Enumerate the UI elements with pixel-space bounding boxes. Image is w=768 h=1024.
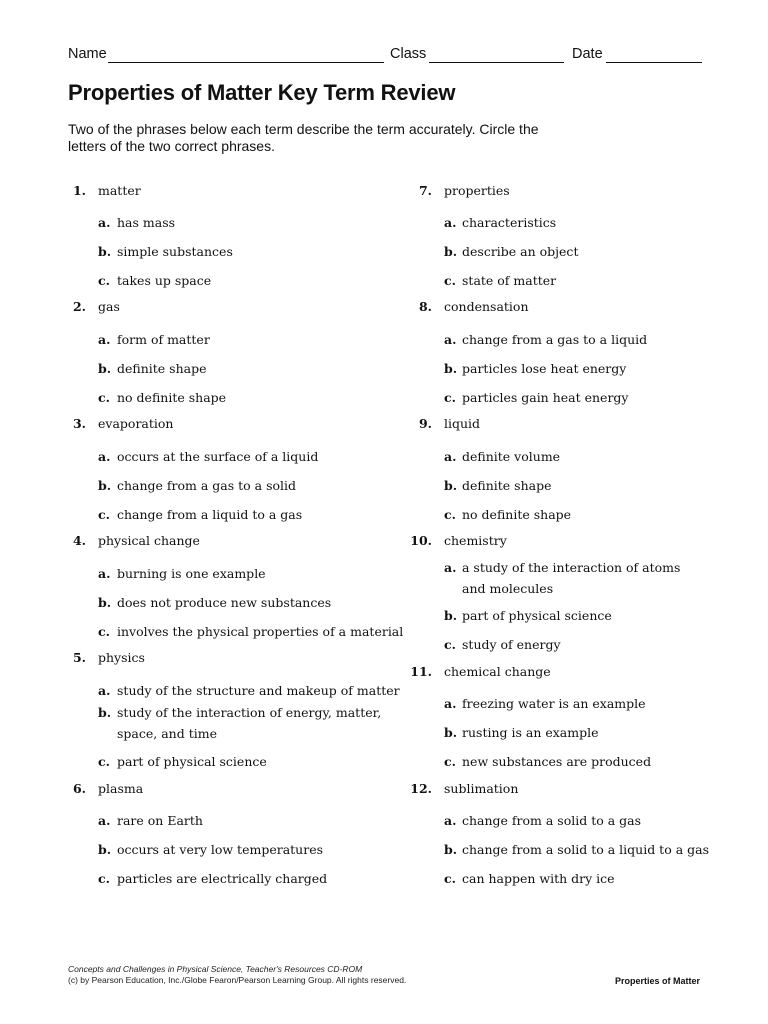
option-letter[interactable]: b. [444, 608, 458, 623]
option-text: no definite shape [462, 507, 572, 522]
term-word: gas [98, 299, 120, 314]
instructions: Two of the phrases below each term describe the term accurately. Circle the letters of the two correct phrases. [68, 121, 539, 154]
term-word: properties [444, 183, 510, 198]
footer-page-label: Properties of Matter [614, 976, 700, 986]
option-text: rusting is an example [462, 725, 599, 740]
option-letter[interactable]: a. [444, 696, 457, 711]
option-text: part of physical science [117, 754, 267, 769]
option-letter[interactable]: c. [98, 273, 110, 288]
option-text: change from a liquid to a gas [117, 507, 303, 522]
option-text: can happen with dry ice [462, 871, 615, 886]
name-label: Name [68, 46, 107, 62]
option-text: burning is one example [117, 566, 266, 581]
option-text: definite shape [462, 478, 552, 493]
option-letter[interactable]: b. [98, 361, 112, 376]
term-word: physics [98, 650, 145, 665]
name-blank[interactable] [108, 62, 384, 63]
option-text: form of matter [117, 332, 210, 347]
option-text: state of matter [462, 273, 557, 288]
footer-source [68, 964, 406, 986]
header-line [68, 44, 702, 66]
option-letter[interactable]: a. [98, 449, 111, 464]
option-letter[interactable]: b. [98, 705, 112, 720]
option-text: study of the structure and makeup of matter [117, 683, 400, 698]
option-text: rare on Earth [117, 813, 203, 828]
term-number: 6. [72, 781, 86, 796]
term-word: matter [98, 183, 141, 198]
option-letter[interactable]: a. [444, 813, 457, 828]
option-text: characteristics [462, 215, 557, 230]
option-letter[interactable]: a. [444, 560, 457, 575]
option-letter[interactable]: c. [444, 273, 456, 288]
term-word: condensation [444, 299, 529, 314]
term-number: 8. [418, 299, 432, 314]
term-number: 4. [72, 533, 86, 548]
term-word: physical change [98, 533, 200, 548]
term-number: 2. [72, 299, 86, 314]
option-text: particles lose heat energy [462, 361, 627, 376]
term-number: 7. [418, 183, 432, 198]
option-letter[interactable]: a. [98, 683, 111, 698]
option-letter[interactable]: b. [444, 478, 458, 493]
option-text: particles are electrically charged [117, 871, 328, 886]
class-label: Class [390, 46, 427, 62]
option-text: has mass [117, 215, 176, 230]
term-number: 9. [418, 416, 432, 431]
option-text: simple substances [117, 244, 233, 259]
option-text: study of energy [462, 637, 561, 652]
option-text: freezing water is an example [462, 696, 646, 711]
option-letter[interactable]: b. [444, 842, 458, 857]
page-title: Properties of Matter Key Term Review [68, 80, 456, 105]
option-letter[interactable]: a. [444, 332, 457, 347]
option-text: takes up space [117, 273, 212, 288]
option-letter[interactable]: c. [98, 624, 110, 639]
option-text: occurs at the surface of a liquid [117, 449, 319, 464]
option-letter[interactable]: b. [98, 595, 112, 610]
option-letter[interactable]: a. [98, 813, 111, 828]
option-text: change from a solid to a gas [462, 813, 642, 828]
option-letter[interactable]: c. [98, 754, 110, 769]
option-letter[interactable]: c. [444, 871, 456, 886]
footer-copyright: (c) by Pearson Education, Inc./Globe Fearon/Pearson Learning Group. All rights reserved. [68, 975, 407, 985]
term-word: sublimation [444, 781, 519, 796]
option-letter[interactable]: b. [98, 842, 112, 857]
option-letter[interactable]: c. [444, 637, 456, 652]
term-number: 3. [72, 416, 86, 431]
option-text: involves the physical properties of a material [117, 624, 404, 639]
option-letter[interactable]: a. [98, 566, 111, 581]
term-word: plasma [98, 781, 144, 796]
term-word: evaporation [98, 416, 174, 431]
option-text: change from a gas to a liquid [462, 332, 648, 347]
option-letter[interactable]: a. [444, 215, 457, 230]
option-text: definite volume [462, 449, 561, 464]
term-number: 11. [410, 664, 432, 679]
class-blank[interactable] [429, 62, 564, 63]
option-letter[interactable]: c. [98, 390, 110, 405]
option-text: definite shape [117, 361, 207, 376]
option-letter[interactable]: c. [444, 507, 456, 522]
option-letter[interactable]: b. [98, 244, 112, 259]
option-letter[interactable]: b. [444, 361, 458, 376]
option-letter[interactable]: a. [98, 332, 111, 347]
option-text: does not produce new substances [117, 595, 332, 610]
option-letter[interactable]: c. [98, 507, 110, 522]
option-text: change from a gas to a solid [117, 478, 297, 493]
option-text: study of the interaction of energy, matter, space, and time [117, 705, 382, 741]
term-number: 12. [410, 781, 432, 796]
option-letter[interactable]: c. [444, 754, 456, 769]
option-letter[interactable]: b. [444, 244, 458, 259]
option-letter[interactable]: a. [98, 215, 111, 230]
term-word: liquid [444, 416, 481, 431]
option-letter[interactable]: b. [98, 478, 112, 493]
option-letter[interactable]: a. [444, 449, 457, 464]
option-text: a study of the interaction of atoms and molecules [462, 560, 681, 596]
option-text: occurs at very low temperatures [117, 842, 324, 857]
footer-source-title: Concepts and Challenges in Physical Science, Teacher's Resources CD-ROM [68, 964, 363, 974]
option-text: change from a solid to a liquid to a gas [462, 842, 710, 857]
option-text: new substances are produced [462, 754, 652, 769]
option-text: no definite shape [117, 390, 227, 405]
option-letter[interactable]: c. [444, 390, 456, 405]
term-number: 10. [410, 533, 432, 548]
term-number: 5. [72, 650, 86, 665]
term-word: chemical change [444, 664, 551, 679]
option-text: describe an object [462, 244, 579, 259]
term-word: chemistry [444, 533, 507, 548]
option-text: part of physical science [462, 608, 612, 623]
date-blank[interactable] [606, 62, 702, 63]
term-number: 1. [72, 183, 86, 198]
option-letter[interactable]: b. [444, 725, 458, 740]
option-letter[interactable]: c. [98, 871, 110, 886]
option-text: particles gain heat energy [462, 390, 629, 405]
date-label: Date [572, 46, 603, 62]
